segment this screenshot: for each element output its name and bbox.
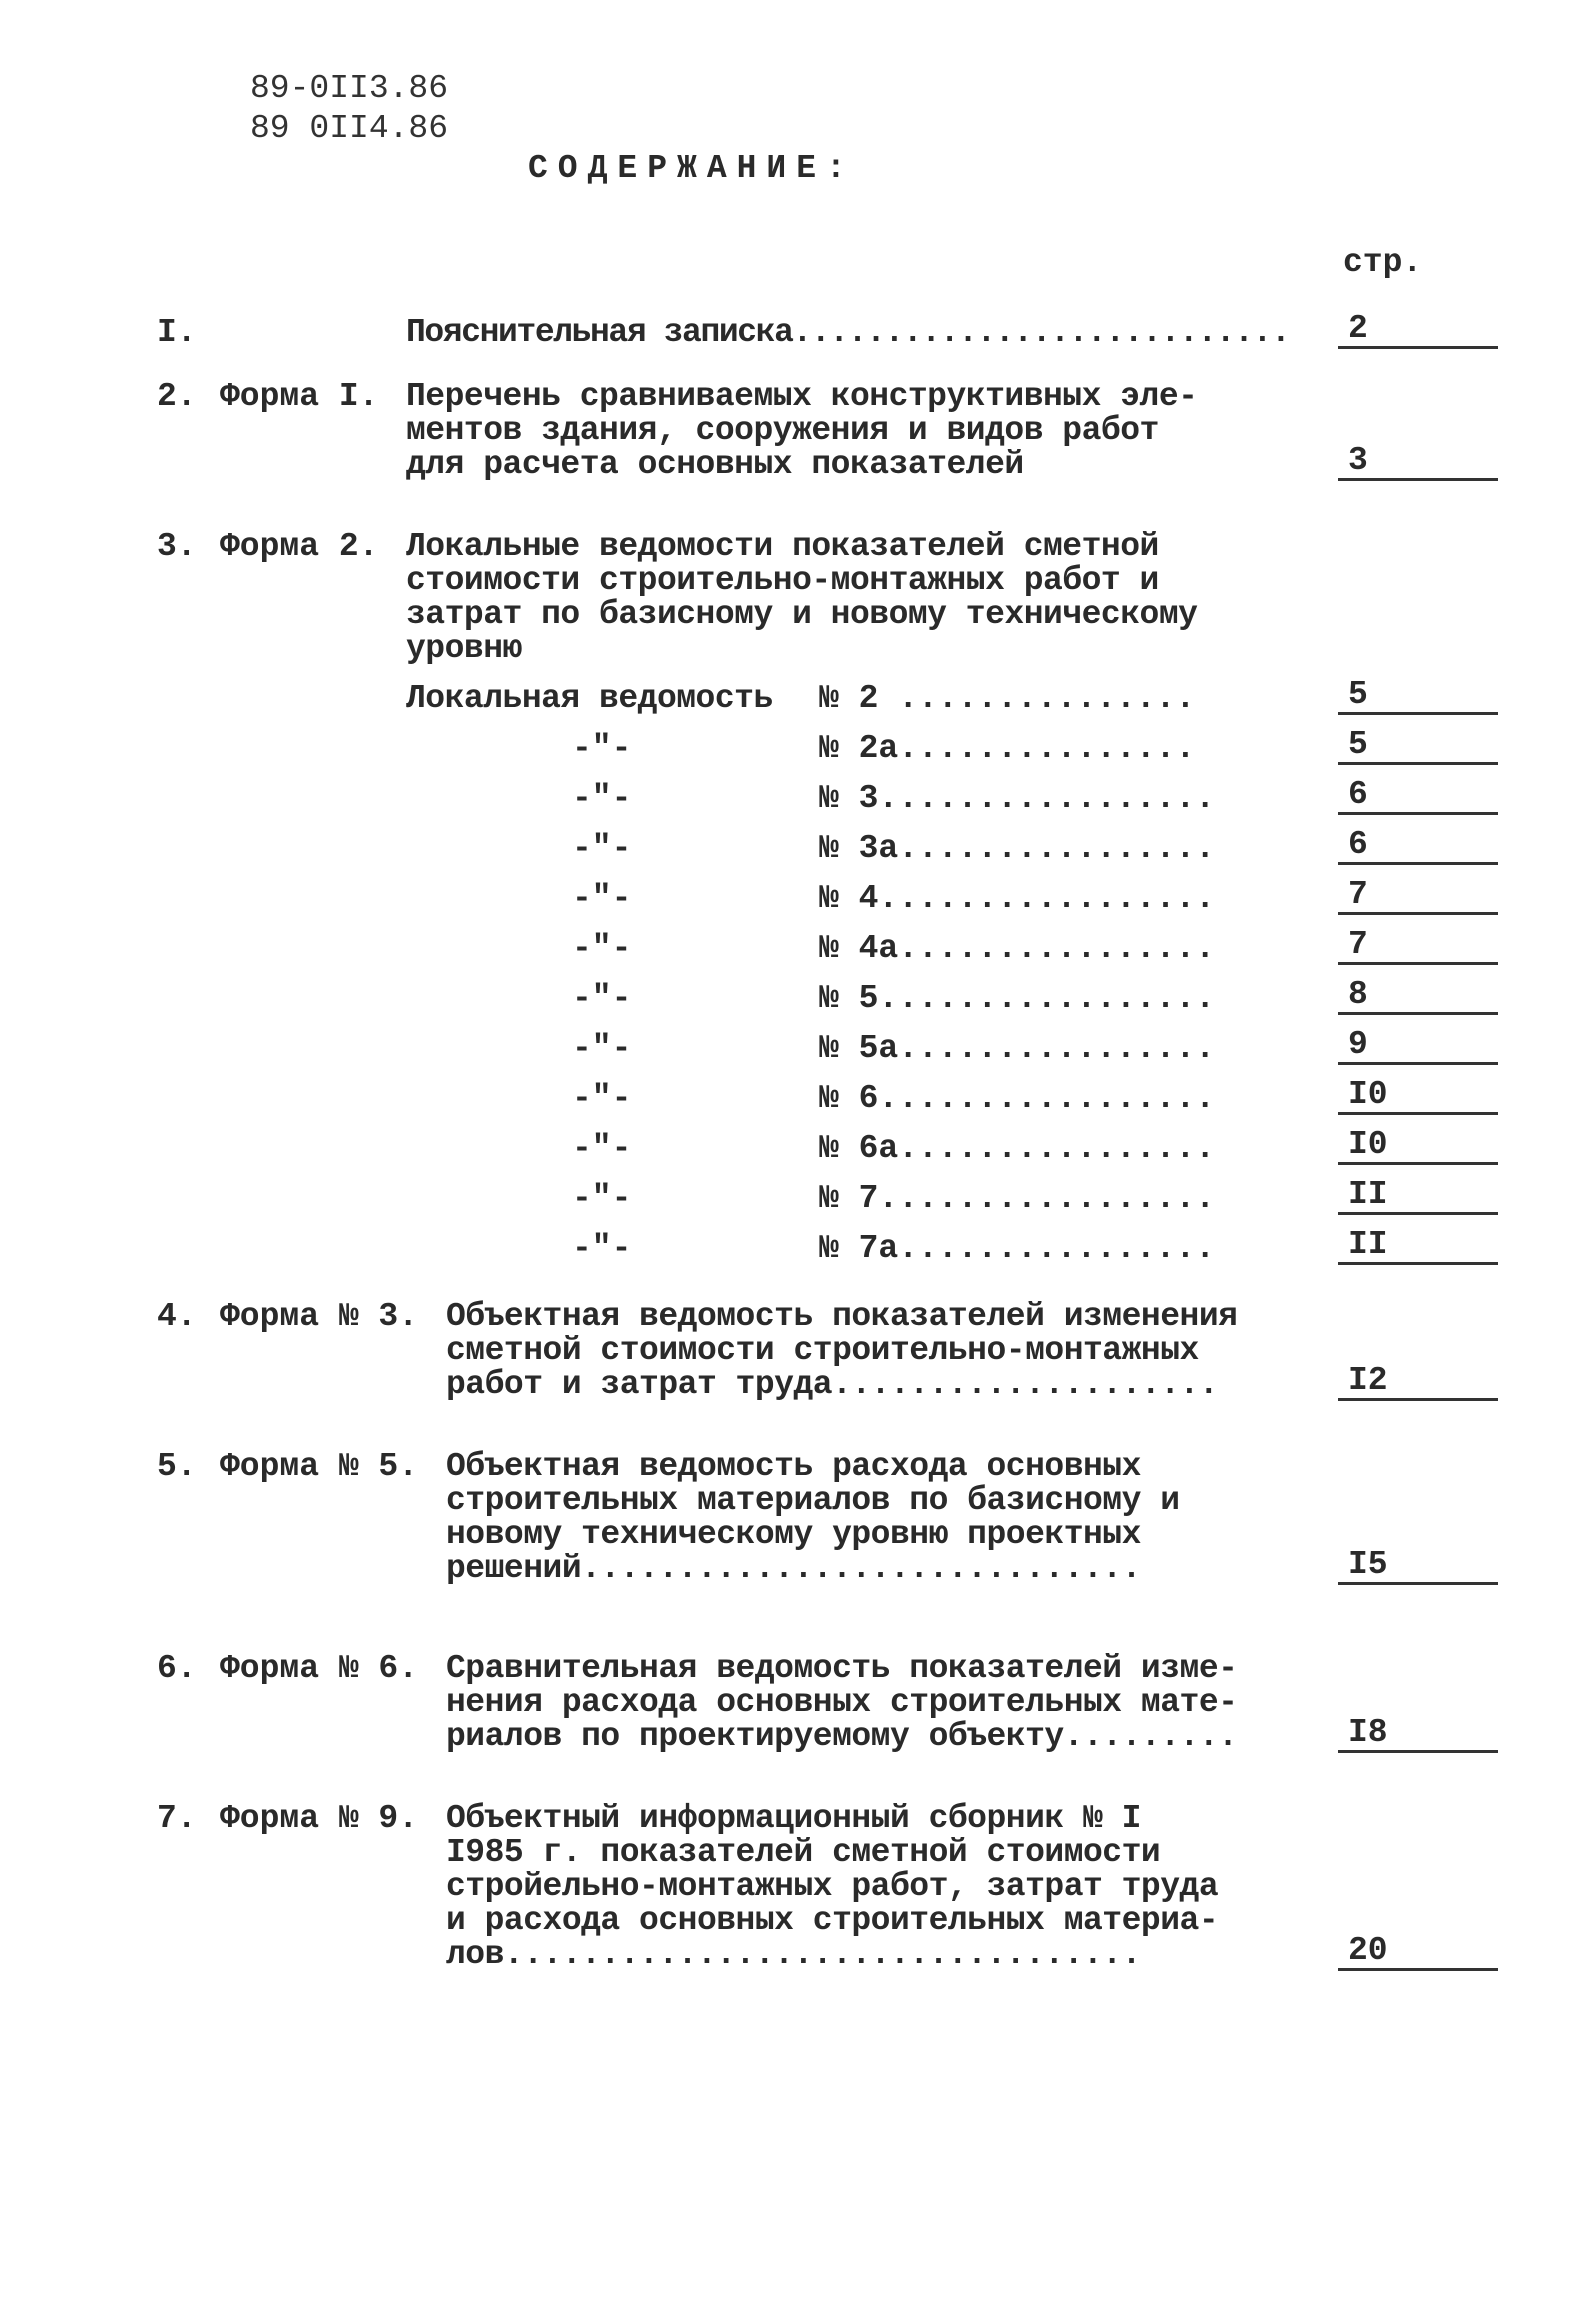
local-row-number: № 5................. [819,980,1216,1017]
item-page-number: I2 [1338,1364,1498,1401]
ditto-mark: -"- [572,1180,632,1217]
item-text-line: I985 г. показателей сметной стоимости [446,1834,1161,1871]
item-number: 4. [157,1298,197,1335]
item-form-label: Форма № 6. [220,1650,419,1687]
item-text-line: стоимости строительно-монтажных работ и [406,562,1159,599]
item-text-line: уровню [406,630,522,667]
item-page-number: 3 [1338,444,1498,481]
item-text-line: Локальные ведомости показателей сметной [406,528,1159,565]
item-text-line: нения расхода основных строительных мате- [446,1684,1238,1721]
item-form-label: Форма I. [220,378,379,415]
ditto-mark: -"- [572,830,632,867]
item-text-line: Объектная ведомость расхода основных [446,1448,1141,1485]
local-statement-label: Локальная ведомость [406,680,773,717]
item-number: 7. [157,1800,197,1837]
item-text-line: для расчета основных показателей [406,446,1024,483]
ditto-mark: -"- [572,730,632,767]
local-row-page: II [1338,1178,1498,1215]
local-row-page: 6 [1338,828,1498,865]
ditto-mark: -"- [572,1230,632,1267]
item-text-line: стройельно-монтажных работ, затрат труда [446,1868,1219,1905]
local-row-number: № 5а................ [819,1030,1216,1067]
local-row-number: № 3а................ [819,830,1216,867]
local-row-number: № 6................. [819,1080,1216,1117]
item-text-line: решений............................. [446,1550,1141,1587]
item-page-number: I5 [1338,1548,1498,1585]
item-number: 5. [157,1448,197,1485]
item-text-line: строительных материалов по базисному и [446,1482,1180,1519]
local-row-page: 5 [1338,728,1498,765]
local-row-page: 6 [1338,778,1498,815]
ditto-mark: -"- [572,1080,632,1117]
item-text-line: Сравнительная ведомость показателей изме- [446,1650,1238,1687]
item-text-line: ментов здания, сооружения и видов работ [406,412,1159,449]
item-number: I. [157,314,197,351]
ditto-mark: -"- [572,1130,632,1167]
ditto-mark: -"- [572,1030,632,1067]
item-form-label: Форма 2. [220,528,379,565]
local-row-page: 7 [1338,928,1498,965]
page-title: СОДЕРЖАНИЕ: [528,150,856,187]
item-page-number: 20 [1338,1934,1498,1971]
local-row-number: № 2 ............... [819,680,1196,717]
item-text-line: Объектный информационный сборник № I [446,1800,1141,1837]
item-text-line: Объектная ведомость показателей изменения [446,1298,1238,1335]
item-text-line: Пояснительная записка........................... [406,314,1290,351]
local-row-page: II [1338,1228,1498,1265]
item-text-line: лов................................. [446,1936,1141,1973]
item-text-line: сметной стоимости строительно-монтажных [446,1332,1199,1369]
item-text-line: затрат по базисному и новому техническому [406,596,1198,633]
document-code-2: 89 0II4.86 [250,110,449,147]
ditto-mark: -"- [572,930,632,967]
item-text-line: и расхода основных строительных материа- [446,1902,1219,1939]
item-page-number: 2 [1338,312,1498,349]
item-text-line: работ и затрат труда.................... [446,1366,1219,1403]
page-column-header: стр. [1343,244,1423,281]
local-row-page: 9 [1338,1028,1498,1065]
local-row-number: № 7................. [819,1180,1216,1217]
local-row-number: № 3................. [819,780,1216,817]
ditto-mark: -"- [572,780,632,817]
item-text-line: Перечень сравниваемых конструктивных эле- [406,378,1198,415]
item-text-line: новому техническому уровню проектных [446,1516,1141,1553]
local-row-page: 7 [1338,878,1498,915]
ditto-mark: -"- [572,980,632,1017]
item-form-label: Форма № 3. [220,1298,419,1335]
item-form-label: Форма № 9. [220,1800,419,1837]
item-number: 6. [157,1650,197,1687]
local-row-page: I0 [1338,1128,1498,1165]
local-row-number: № 2а............... [819,730,1196,767]
item-form-label: Форма № 5. [220,1448,419,1485]
local-row-number: № 4а................ [819,930,1216,967]
item-number: 3. [157,528,197,565]
ditto-mark: -"- [572,880,632,917]
local-row-page: I0 [1338,1078,1498,1115]
document-code-1: 89-0II3.86 [250,70,449,107]
local-row-number: № 7а................ [819,1230,1216,1267]
item-number: 2. [157,378,197,415]
local-row-number: № 4................. [819,880,1216,917]
item-page-number: I8 [1338,1716,1498,1753]
local-row-number: № 6а................ [819,1130,1216,1167]
local-row-page: 5 [1338,678,1498,715]
local-row-page: 8 [1338,978,1498,1015]
item-text-line: риалов по проектируемому объекту......... [446,1718,1238,1755]
